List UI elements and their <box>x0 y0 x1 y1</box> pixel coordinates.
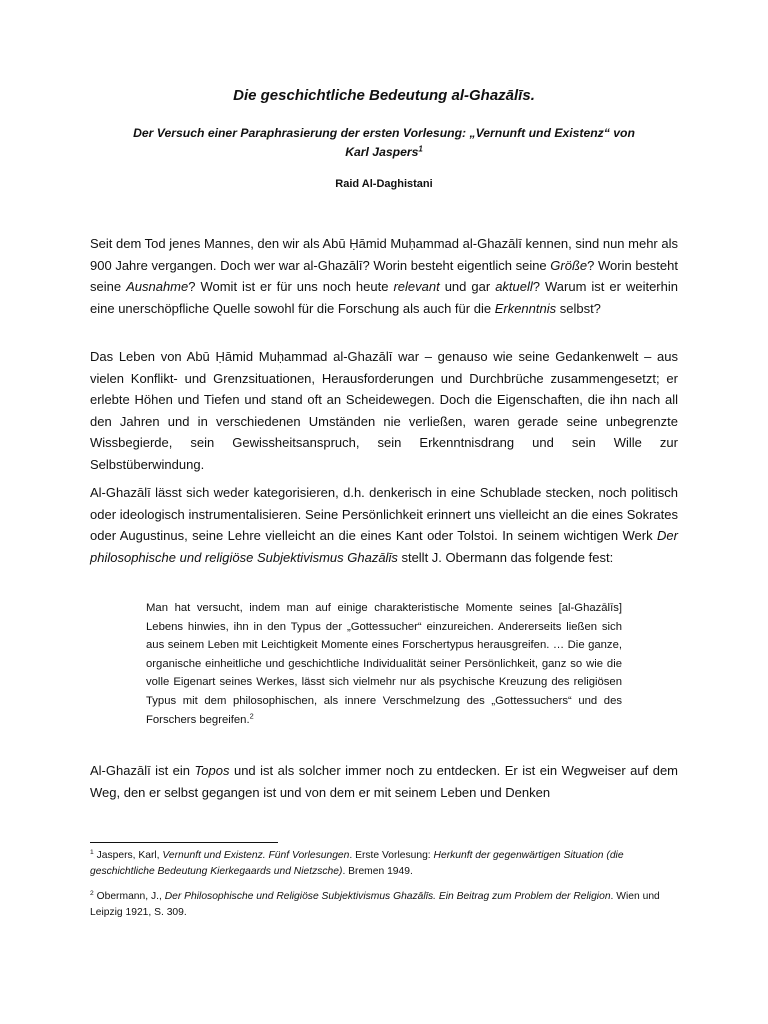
footnote-book-title: Vernunft und Existenz. Fünf Vorlesungen <box>162 850 350 861</box>
footnote-text: Jaspers, Karl, <box>93 850 163 861</box>
emphasis-text: relevant <box>393 279 440 294</box>
paragraph-text: Al-Ghazālī ist ein <box>90 763 195 778</box>
emphasis-text: aktuell <box>495 279 533 294</box>
book-title: Der philosophische und religiöse Subjektivismus Ghazālīs <box>90 528 678 565</box>
footnote-text: . Wien und Leipzig 1921, S. 309. <box>90 891 660 918</box>
paragraph-text: Das Leben von Abū Ḥāmid Muḥammad al-Ghazālī war – genauso wie seine Gedankenwelt – aus vielen Konflikt- und Grenzsituationen, Herausforderungen und Durchbrüche zusammengesetzt; er erlebte Höhen und Tiefen und stand oft an Scheidewegen. Doch die Eigenschaften, die ihn nach all den Jahren und in verschiedenen Umständen nie verließen, waren gerade seine unbegrenzte Wissbegierde, sein Gewissheitsanspruch, sein Erkenntnisdrang und sein Wille zur Selbstüberwindung. <box>90 349 678 472</box>
document-subtitle <box>120 124 648 162</box>
paragraph-2 <box>90 346 678 475</box>
emphasis-text: Topos <box>194 763 230 778</box>
footnote-1 <box>90 848 678 879</box>
paragraph-text: Seit dem Tod jenes Mannes, den wir als Abū Ḥāmid Muḥammad al-Ghazālī kennen, sind nun mehr als 900 Jahre vergangen. Doch wer war al-Ghazālī? Worin besteht eigentlich seine <box>90 236 678 273</box>
emphasis-text: Größe <box>550 257 588 273</box>
footnote-text: Obermann, J., <box>93 891 165 902</box>
paragraph-1 <box>90 233 678 319</box>
paragraph-text: ? Womit ist er für uns noch heute <box>188 279 394 294</box>
paragraph-4 <box>90 760 678 803</box>
footnote-number: 1 <box>90 848 94 856</box>
subtitle-text: Der Versuch einer Paraphrasierung der ersten Vorlesung: „Vernunft und Existenz“ von Karl Jaspers <box>133 126 635 159</box>
emphasis-text: Erkenntnis <box>494 300 557 316</box>
footnote-2 <box>90 889 678 920</box>
paragraph-text: Al-Ghazālī lässt sich weder kategorisieren, d.h. denkerisch in eine Schublade stecken, noch politisch oder ideologisch instrumentalisieren. Seine Persönlichkeit erinnert uns vielleicht an die eines Sokrates oder Augustinus, seine Lehre vielleicht an die eines Kant oder Tolstoi. In seinem wichtigen Werk <box>90 485 678 543</box>
paragraph-text: ? Warum ist er weiterhin eine unerschöpfliche Quelle sowohl für die Forschung als auch für die <box>90 279 678 316</box>
footnote-book-title: Herkunft der gegenwärtigen Situation (die geschichtliche Bedeutung Kierkegaards und Nietzsche) <box>90 850 624 877</box>
paragraph-text: ? Worin besteht seine <box>90 257 678 294</box>
author-name: Raid Al-Daghistani <box>335 178 433 190</box>
footnote-ref-2[interactable]: 2 <box>249 711 254 721</box>
footnote-text: . Erste Vorlesung: <box>349 850 434 861</box>
footnote-ref-1[interactable]: 1 <box>418 144 423 154</box>
footnote-book-title: Der Philosophische und Religiöse Subjektivismus Ghazālīs. Ein Beitrag zum Problem der Religion <box>164 891 611 902</box>
footnote-number: 2 <box>90 889 94 897</box>
paragraph-text: selbst? <box>556 300 601 316</box>
emphasis-text: Ausnahme <box>126 279 189 294</box>
footnote-text: . Bremen 1949. <box>342 865 413 877</box>
document-title: Die geschichtliche Bedeutung al-Ghazālīs. <box>233 87 535 104</box>
block-quote <box>146 599 622 729</box>
paragraph-text: und ist als solcher immer noch zu entdecken. Er ist ein Wegweiser auf dem Weg, den er selbst gegangen ist und von dem er mit seinem Leben und Denken <box>90 763 679 800</box>
footnote-separator <box>90 842 278 843</box>
paragraph-3 <box>90 482 678 568</box>
paragraph-text: und gar <box>439 279 496 294</box>
quote-text: Man hat versucht, indem man auf einige charakteristische Momente seines [al-Ghazālīs] Lebens hinwies, ihn in den Typus der „Gottessucher“ einzureichen. Andererseits ließen sich aus seinem Leben mit Leichtigkeit Momente eines Forschertypus herausgreifen. … Die ganze, organische einheitliche und geschichtliche Individualität seiner Persönlichkeit, ganz so wie die volle Eigenart seines Werkes, lässt sich vielmehr nur als psychische Kreuzung des religiösen Typus mit dem philosophischen, als innere Verschmelzung des „Gottessuchers“ und des Forschers begreifen. <box>146 602 622 726</box>
paragraph-text: stellt J. Obermann das folgende fest: <box>397 549 614 565</box>
